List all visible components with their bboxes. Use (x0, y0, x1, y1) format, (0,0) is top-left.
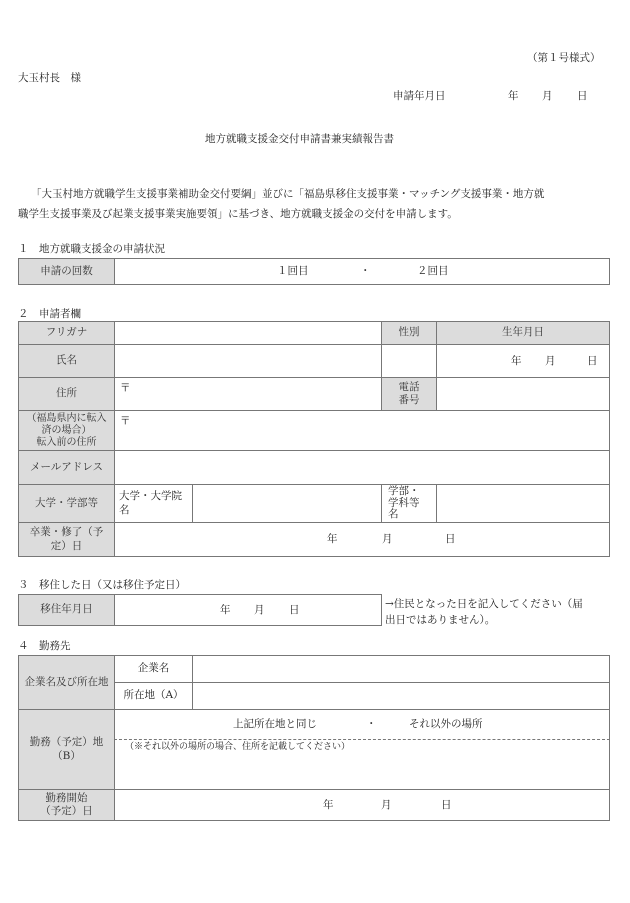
application-count-options (114, 258, 610, 285)
company-name-field[interactable] (192, 655, 610, 683)
postal-mark: 〒 (120, 415, 131, 427)
work-start-year: 年 (323, 799, 334, 811)
document-title: 地方就職支援金交付申請書兼実績報告書 (205, 133, 394, 145)
location-a-field[interactable] (192, 682, 610, 710)
workplace-label (18, 709, 115, 790)
furigana-field[interactable] (114, 321, 382, 345)
postal-mark: 〒 (120, 382, 131, 394)
work-start-day: 日 (441, 799, 452, 811)
company-name-label: 企業名 (114, 655, 193, 683)
option-first[interactable]: １回目 (277, 265, 309, 277)
birthdate-label: 生年月日 (436, 321, 610, 345)
location-a-label: 所在地（A） (114, 682, 193, 710)
prev-address-label-line1: （福島県内に転入 (26, 412, 107, 424)
name-field[interactable] (114, 344, 382, 378)
move-day: 日 (289, 604, 300, 616)
gender-label: 性別 (381, 321, 437, 345)
workplace-field (114, 709, 610, 790)
address-label: 住所 (18, 377, 115, 411)
section4-heading: ４ 勤務先 (18, 640, 71, 652)
intro-line-1: 「大玉村地方就職学生支援事業補助金交付要綱」並びに「福島県移住支援事業・マッチング支援事業・地方就 (31, 188, 545, 200)
prev-address-field[interactable] (114, 410, 610, 451)
option-separator: ・ (360, 265, 371, 277)
move-date-label: 移住年月日 (18, 594, 115, 626)
birthdate-field[interactable] (436, 344, 610, 378)
prev-address-label-line2: 済の場合） (41, 424, 92, 436)
option-other-place[interactable]: それ以外の場所 (409, 718, 483, 730)
faculty-name-field[interactable] (436, 484, 610, 523)
graduation-day: 日 (445, 533, 456, 545)
workplace-option-separator: ・ (366, 718, 377, 730)
section3-heading: ３ 移住した日（又は移住予定日） (18, 579, 186, 591)
furigana-label: フリガナ (18, 321, 115, 345)
prev-address-label (18, 410, 115, 451)
graduation-date-label (18, 522, 115, 557)
work-start-label-line2: （予定）日 (40, 805, 93, 817)
email-field[interactable] (114, 450, 610, 485)
application-count-label: 申請の回数 (18, 258, 115, 285)
work-start-label-line1: 勤務開始 (45, 791, 88, 804)
move-date-note-line1: →住民となった日を記入してください（届 (385, 598, 583, 610)
gender-field[interactable] (381, 344, 437, 378)
graduation-month: 月 (382, 533, 393, 545)
email-label: メールアドレス (18, 450, 115, 485)
application-day[interactable]: 日 (577, 90, 588, 102)
graduation-year: 年 (327, 533, 338, 545)
application-date-label: 申請年月日 (393, 90, 446, 102)
university-name-label: 大学・大学院 名 (114, 484, 193, 523)
university-name-field[interactable] (192, 484, 382, 523)
other-place-address-field[interactable] (115, 754, 609, 789)
phone-label: 電話 番号 (381, 377, 437, 411)
work-start-month: 月 (381, 799, 392, 811)
address-field[interactable] (114, 377, 382, 411)
workplace-label-line2: （B） (52, 749, 81, 762)
university-dept-label: 大学・学部等 (18, 484, 115, 523)
company-location-label: 企業名及び所在地 (18, 655, 115, 710)
birth-day: 日 (587, 355, 598, 367)
application-year[interactable]: 年 (508, 90, 519, 102)
work-start-label (18, 789, 115, 821)
birth-year: 年 (511, 355, 522, 367)
other-place-note: （※それ以外の場所の場合、住所を記載してください） (125, 742, 351, 752)
move-month: 月 (254, 604, 265, 616)
intro-line-2: 職学生支援事業及び起業支援事業実施要領」に基づき、地方就職支援金の交付を申請します。 (18, 208, 458, 220)
move-date-note-line2: 出日ではありません）。 (385, 614, 496, 626)
faculty-name-label: 学部・ 学科等 名 (381, 484, 437, 523)
option-same-as-above[interactable]: 上記所在地と同じ (233, 718, 317, 730)
form-number: （第１号様式） (527, 52, 601, 64)
section1-heading: １ 地方就職支援金の申請状況 (18, 243, 165, 255)
graduation-label-line1: 卒業・修了（予 (29, 526, 104, 539)
name-label: 氏名 (18, 344, 115, 378)
section2-heading: ２ 申請者欄 (18, 308, 81, 320)
addressee: 大玉村長 様 (18, 72, 81, 84)
application-month[interactable]: 月 (542, 90, 553, 102)
workplace-divider (114, 739, 610, 740)
option-second[interactable]: ２回目 (417, 265, 449, 277)
graduation-label-line2: 定）日 (50, 539, 83, 552)
birth-month: 月 (545, 355, 556, 367)
workplace-label-line1: 勤務（予定）地 (29, 736, 104, 749)
move-date-field[interactable] (114, 594, 382, 626)
move-year: 年 (220, 604, 231, 616)
prev-address-label-line3: 転入前の住所 (36, 436, 97, 448)
work-start-field[interactable] (114, 789, 610, 821)
phone-field[interactable] (436, 377, 610, 411)
graduation-date-field[interactable] (114, 522, 610, 557)
